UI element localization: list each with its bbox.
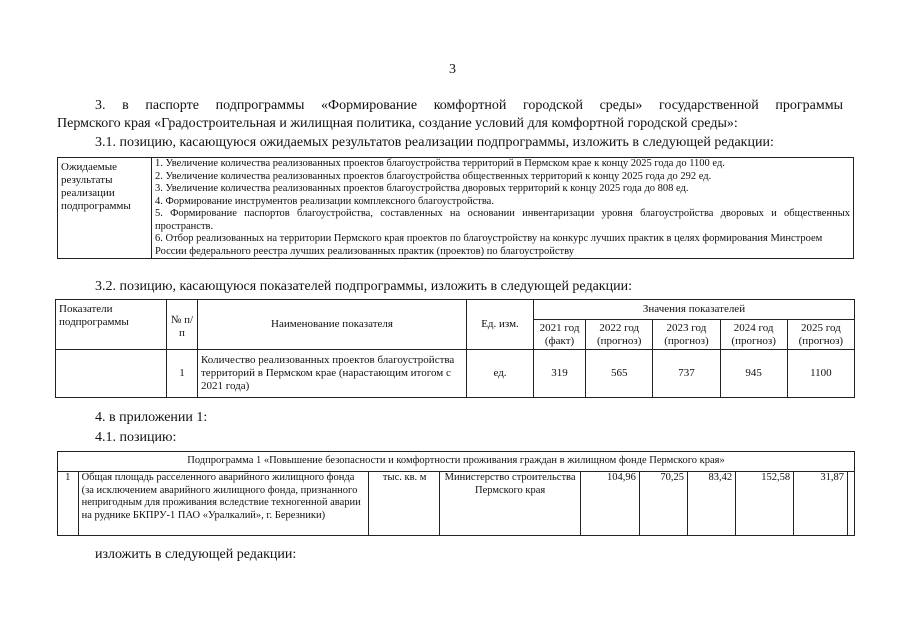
paragraph-3-line-2: Пермского края «Градостроительная и жилищная политика, создание условий для комфортной городской среды»:: [57, 116, 738, 131]
indicator-value-2023: 737: [653, 350, 720, 398]
year-2022-header: 2022 год (прогноз): [586, 320, 653, 350]
indicator-row-empty-cell: [56, 350, 167, 398]
indicator-value-2022: 565: [586, 350, 653, 398]
subprogram-1-title: Подпрограмма 1 «Повышение безопасности и комфортности проживания граждан в жилищном фонде Пермского края»: [58, 452, 855, 472]
indicator-value-2021: 319: [534, 350, 586, 398]
indicator-row: [56, 350, 855, 398]
subprogram-1-row-name: Общая площадь расселенного аварийного жилищного фонда (за исключением аварийного жилищного фонда, признанного непригодным для проживания вследствие техногенной аварии на руднике БКПРУ-1 ПАО «Уралкалий», г. Березники): [78, 472, 368, 536]
subprogram-1-value-4: 152,58: [736, 472, 794, 536]
result-item-5: 5. Формирование паспортов благоустройства, составленных на основании инвентаризации уровня благоустройства дворовых и общественных пространств.: [155, 208, 850, 232]
year-2023-header: 2023 год (прогноз): [653, 320, 720, 350]
subprogram-1-row: [58, 472, 855, 536]
paragraph-3-2: 3.2. позицию, касающуюся показателей подпрограммы, изложить в следующей редакции:: [95, 279, 632, 294]
expected-results-table: [57, 157, 854, 259]
subprogram-1-value-3: 83,42: [688, 472, 736, 536]
subprogram-1-table: [57, 451, 855, 536]
indicators-values-header: Значения показателей: [534, 300, 855, 320]
indicator-value-2025: 1100: [787, 350, 854, 398]
result-item-2: 2. Увеличение количества реализованных проектов благоустройства общественных территорий к концу 2025 года до 292 ед.: [155, 170, 712, 182]
paragraph-3-1: 3.1. позицию, касающуюся ожидаемых результатов реализации подпрограммы, изложить в следующей редакции:: [95, 135, 774, 150]
subprogram-1-row-unit: тыс. кв. м: [368, 472, 439, 536]
subprogram-1-empty-cell: [848, 472, 855, 536]
subprogram-1-value-1: 104,96: [580, 472, 639, 536]
indicators-name-header: Наименование показателя: [198, 300, 467, 350]
expected-results-label: Ожидаемые результаты реализации подпрограммы: [58, 158, 152, 259]
subprogram-1-value-2: 70,25: [639, 472, 687, 536]
paragraph-3-line-1: 3. в паспорте подпрограммы «Формирование комфортной городской среды» государственной программы: [95, 98, 843, 113]
page-number: 3: [449, 62, 456, 77]
indicators-unit-header: Ед. изм.: [467, 300, 534, 350]
expected-results-list: [152, 158, 854, 259]
indicator-row-unit: ед.: [467, 350, 534, 398]
year-2021-header: 2021 год (факт): [534, 320, 586, 350]
indicators-number-header: № п/п: [167, 300, 198, 350]
result-item-1: 1. Увеличение количества реализованных проектов благоустройства территорий в Пермском крае к концу 2025 года до 1100 ед.: [155, 158, 725, 169]
indicators-table: [55, 299, 855, 398]
indicators-header: Показатели подпрограммы: [56, 300, 167, 350]
result-item-3: 3. Увеличение количества реализованных проектов благоустройства дворовых территорий к концу 2025 года до 808 ед.: [155, 183, 689, 194]
year-2024-header: 2024 год (прогноз): [720, 320, 787, 350]
closing-line: изложить в следующей редакции:: [95, 547, 297, 562]
subprogram-1-row-ministry: Министерство строительства Пермского края: [440, 472, 581, 536]
indicator-row-name: Количество реализованных проектов благоустройства территорий в Пермском крае (нарастающим итогом с 2021 года): [198, 350, 467, 398]
subprogram-1-row-number: 1: [58, 472, 79, 536]
paragraph-4: 4. в приложении 1:: [95, 410, 208, 425]
paragraph-4-1: 4.1. позицию:: [95, 430, 177, 445]
year-2025-header: 2025 год (прогноз): [787, 320, 854, 350]
indicator-value-2024: 945: [720, 350, 787, 398]
indicator-row-number: 1: [167, 350, 198, 398]
subprogram-1-value-5: 31,87: [794, 472, 848, 536]
result-item-6: 6. Отбор реализованных на территории Пермского края проектов по благоустройству на конкурс лучших практик в целях формирования Минстроем России федерального реестра лучших реализованных практик (проектов) по благоустройству: [155, 233, 823, 257]
result-item-4: 4. Формирование инструментов реализации комплексного благоустройства.: [155, 195, 494, 207]
